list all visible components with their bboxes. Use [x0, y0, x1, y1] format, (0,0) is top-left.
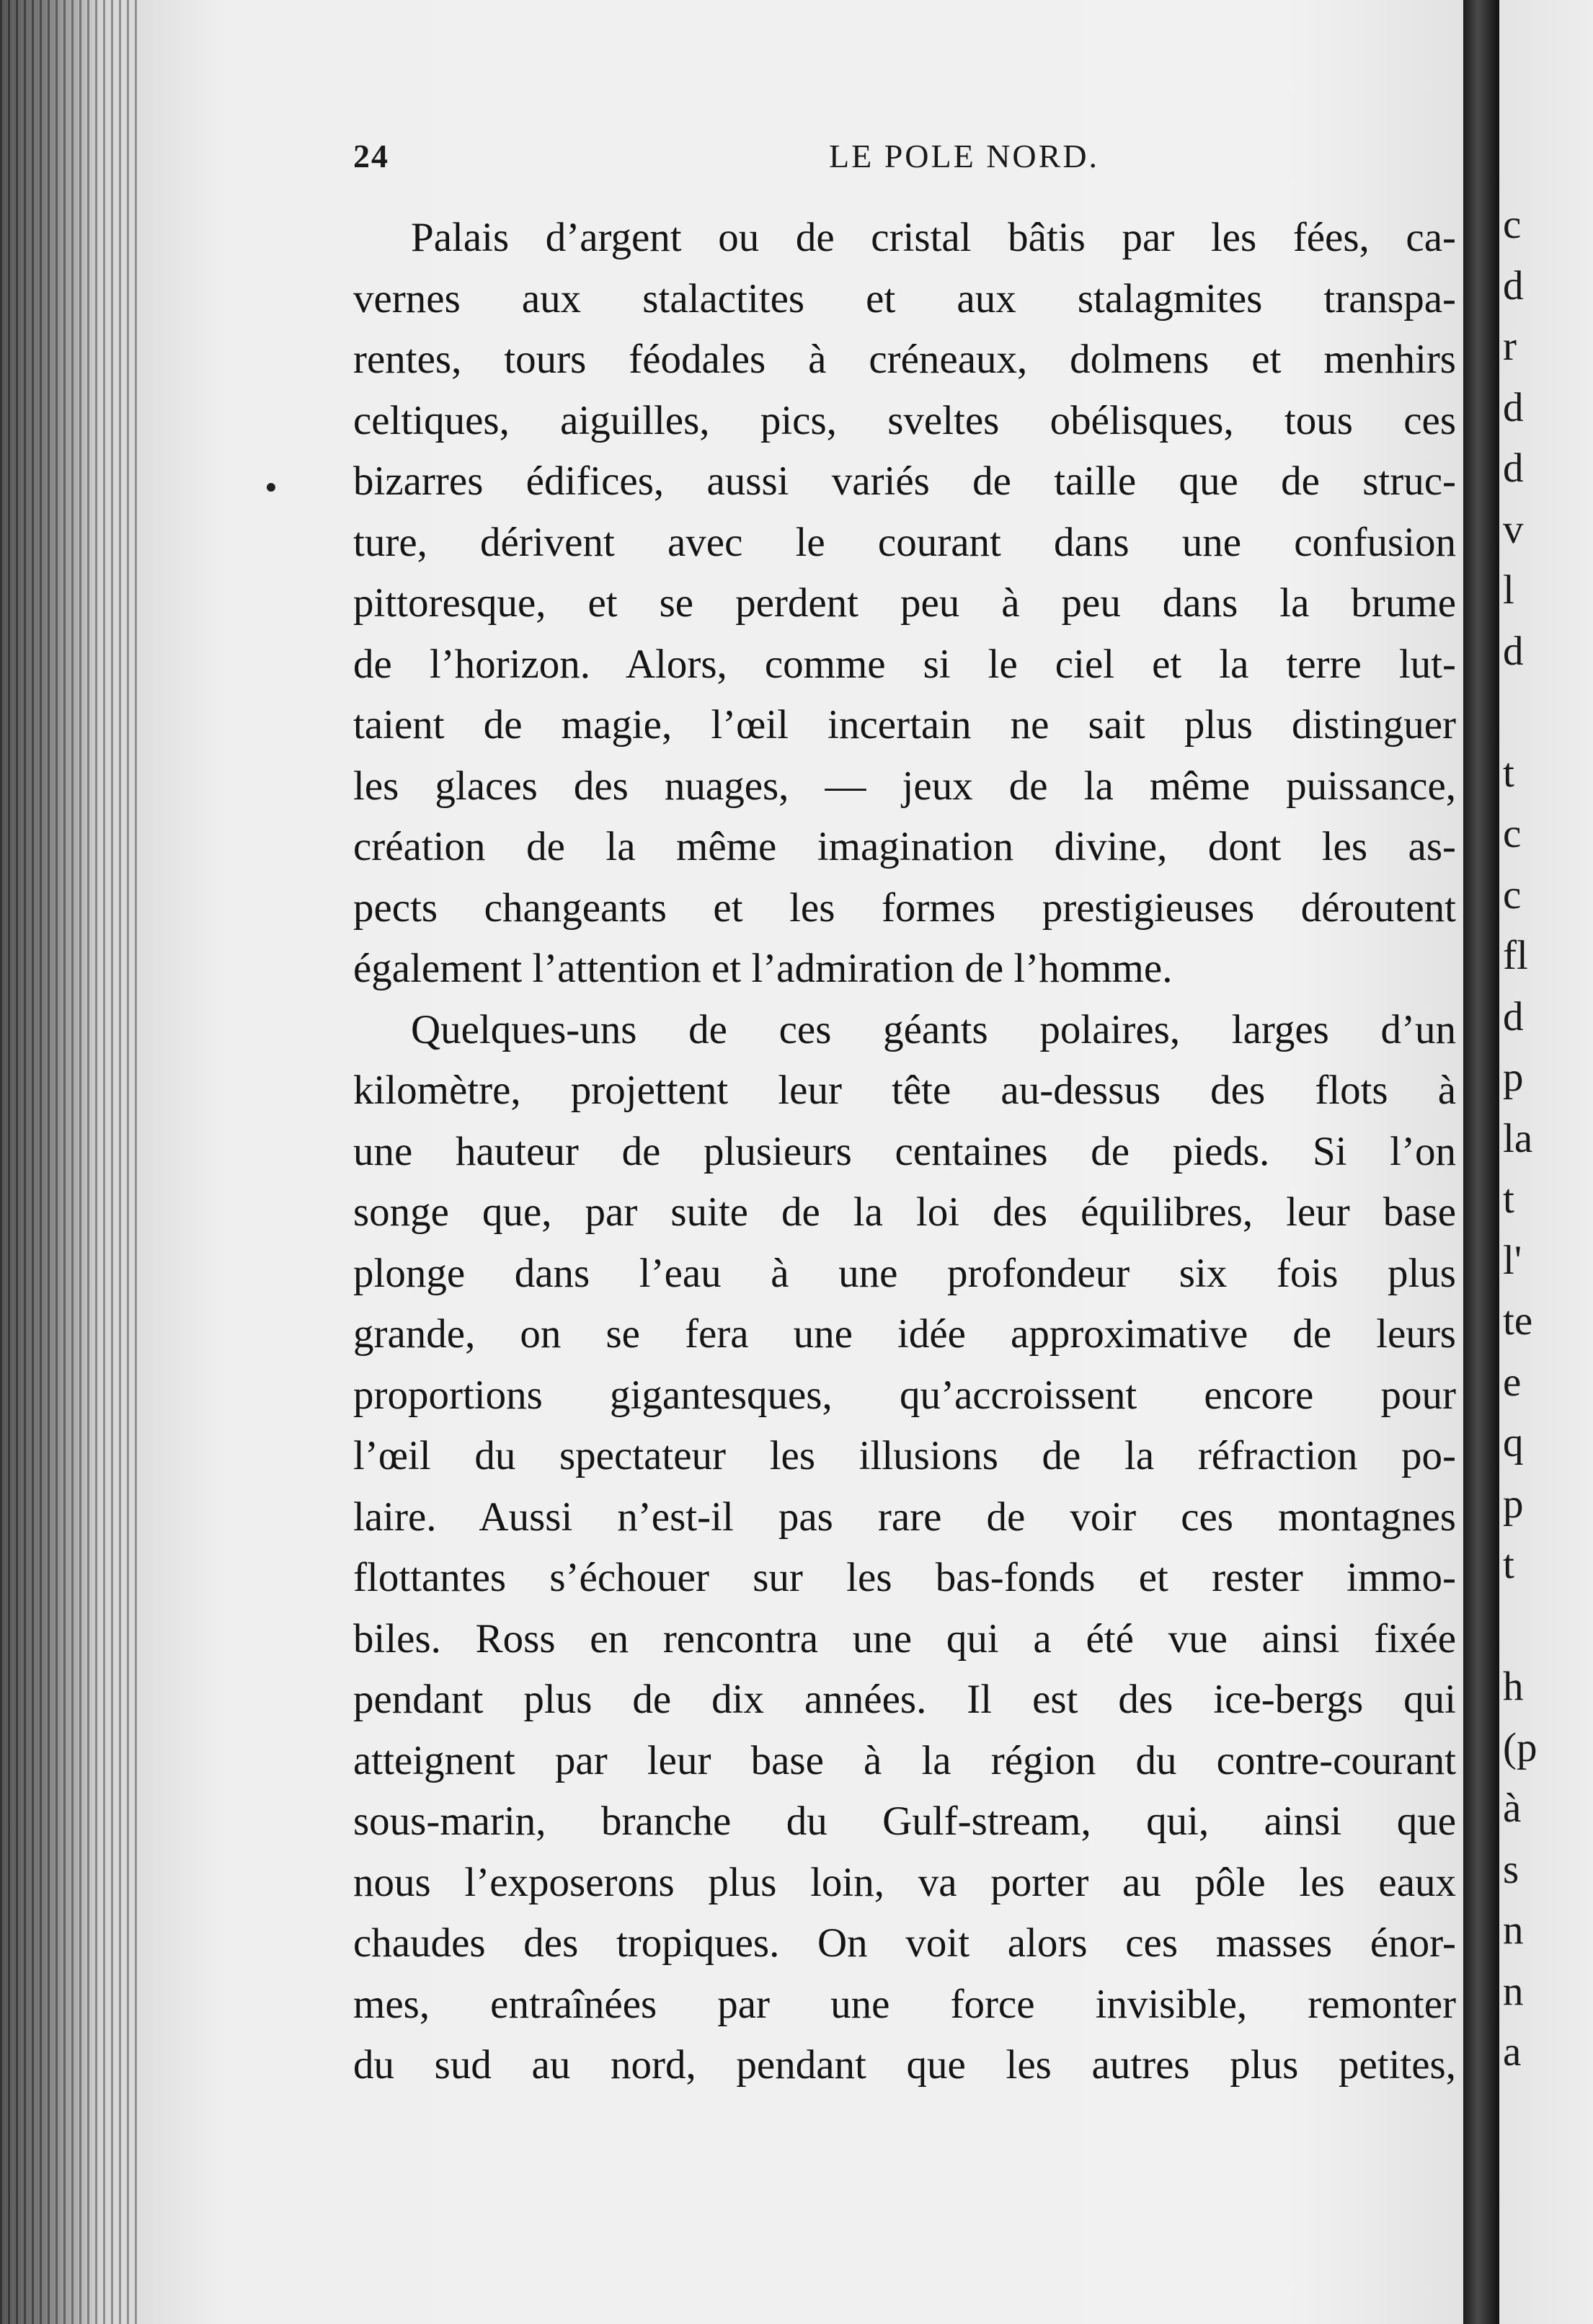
- fragment: c: [1503, 811, 1522, 856]
- text-line: grande, on se fera une idée approximative de leurs: [353, 1311, 1456, 1357]
- text-line: vernes aux stalactites et aux stalagmites transpa-: [353, 275, 1456, 321]
- text-line: songe que, par suite de la loi des équilibres, leur base: [353, 1189, 1456, 1235]
- text-line: atteignent par leur base à la région du contre-courant: [353, 1737, 1456, 1783]
- text-line: proportions gigantesques, qu’accroissent encore pour: [353, 1372, 1456, 1418]
- text-line: flottantes s’échouer sur les bas-fonds et rester immo-: [353, 1555, 1456, 1600]
- fragment: n: [1503, 1907, 1524, 1953]
- text-line: du sud au nord, pendant que les autres plus petites,: [353, 2042, 1456, 2088]
- text-line: mes, entraînées par une force invisible, remonter: [353, 1981, 1456, 2027]
- fragment: r: [1503, 324, 1517, 369]
- fragment: à: [1503, 1786, 1522, 1831]
- text-line: Palais d’argent ou de cristal bâtis par les fées, ca-: [411, 215, 1456, 260]
- paragraph-1: [353, 208, 1456, 1000]
- fragment: d: [1503, 445, 1524, 491]
- fragment: n: [1503, 1968, 1524, 2014]
- fragment: t: [1503, 1542, 1514, 1587]
- page-edges: [0, 0, 144, 2324]
- facing-page-fragments: [1503, 195, 1593, 2083]
- fragment: q: [1503, 1420, 1524, 1465]
- text-line: sous-marin, branche du Gulf-stream, qui, ainsi que: [353, 1799, 1456, 1844]
- fragment: la: [1503, 1115, 1533, 1161]
- page-number: 24: [353, 138, 389, 174]
- text-line: pects changeants et les formes prestigieuses déroutent: [353, 884, 1456, 931]
- fragment: t: [1503, 1176, 1514, 1222]
- margin-mark: [267, 483, 275, 492]
- fragment: d: [1503, 993, 1524, 1039]
- fragment: e: [1503, 1359, 1522, 1405]
- text-line: laire. Aussi n’est-il pas rare de voir ces montagnes: [353, 1494, 1456, 1540]
- fragment: c: [1503, 872, 1522, 918]
- running-head: [216, 137, 1442, 187]
- fragment: [1503, 1596, 1593, 1657]
- text-line: les glaces des nuages, — jeux de la même puissance,: [353, 763, 1456, 809]
- text-line: biles. Ross en rencontra une qui a été vue ainsi fixée: [353, 1615, 1456, 1662]
- text-line: celtiques, aiguilles, pics, sveltes obélisques, tous ces: [353, 397, 1456, 443]
- text-line: rentes, tours féodales à créneaux, dolmens et menhirs: [353, 337, 1456, 382]
- fragment: (p: [1503, 1724, 1537, 1770]
- running-title: LE POLE NORD.: [829, 138, 1100, 174]
- text-line: plonge dans l’eau à une profondeur six fois plus: [353, 1250, 1456, 1296]
- fragment: d: [1503, 262, 1524, 309]
- fragment: d: [1503, 628, 1524, 674]
- text-line: ture, dérivent avec le courant dans une confusion: [353, 519, 1456, 565]
- text-line: de l’horizon. Alors, comme si le ciel et la terre lut-: [353, 641, 1456, 687]
- fragment: l': [1503, 1237, 1522, 1283]
- body-text: [353, 208, 1456, 2096]
- fragment: t: [1503, 750, 1514, 796]
- text-line: une hauteur de plusieurs centaines de pieds. Si l’on: [353, 1128, 1456, 1174]
- fragment: [1503, 682, 1593, 743]
- text-line: kilomètre, projettent leur tête au-dessus des flots à: [353, 1068, 1456, 1113]
- text-line: pittoresque, et se perdent peu à peu dans la brume: [353, 580, 1456, 626]
- text-line: Quelques-uns de ces géants polaires, larges d’un: [411, 1006, 1456, 1052]
- text-line: nous l’exposerons plus loin, va porter au pôle les eaux: [353, 1859, 1456, 1905]
- fragment: c: [1503, 202, 1522, 247]
- book-gutter: [1463, 0, 1499, 2324]
- text-line: bizarres édifices, aussi variés de taille que de struc-: [353, 458, 1456, 504]
- fragment: l: [1503, 567, 1514, 613]
- text-line: taient de magie, l’œil incertain ne sait plus distinguer: [353, 702, 1456, 748]
- text-line: également l’attention et l’admiration de l’homme.: [353, 946, 1173, 991]
- text-line: pendant plus de dix années. Il est des ice-bergs qui: [353, 1677, 1456, 1722]
- fragment: fl: [1503, 933, 1528, 978]
- fragment: v: [1503, 506, 1524, 552]
- fragment: h: [1503, 1664, 1524, 1709]
- fragment: d: [1503, 384, 1524, 430]
- text-line: chaudes des tropiques. On voit alors ces masses énor-: [353, 1920, 1456, 1966]
- fragment: a: [1503, 2029, 1522, 2075]
- text-line: l’œil du spectateur les illusions de la réfraction po-: [353, 1433, 1456, 1478]
- fragment: p: [1503, 1481, 1524, 1527]
- fragment: te: [1503, 1298, 1533, 1344]
- text-line: création de la même imagination divine, dont les as-: [353, 824, 1456, 869]
- fragment: s: [1503, 1846, 1519, 1892]
- fragment: p: [1503, 1055, 1524, 1100]
- paragraph-2: [353, 1000, 1456, 2096]
